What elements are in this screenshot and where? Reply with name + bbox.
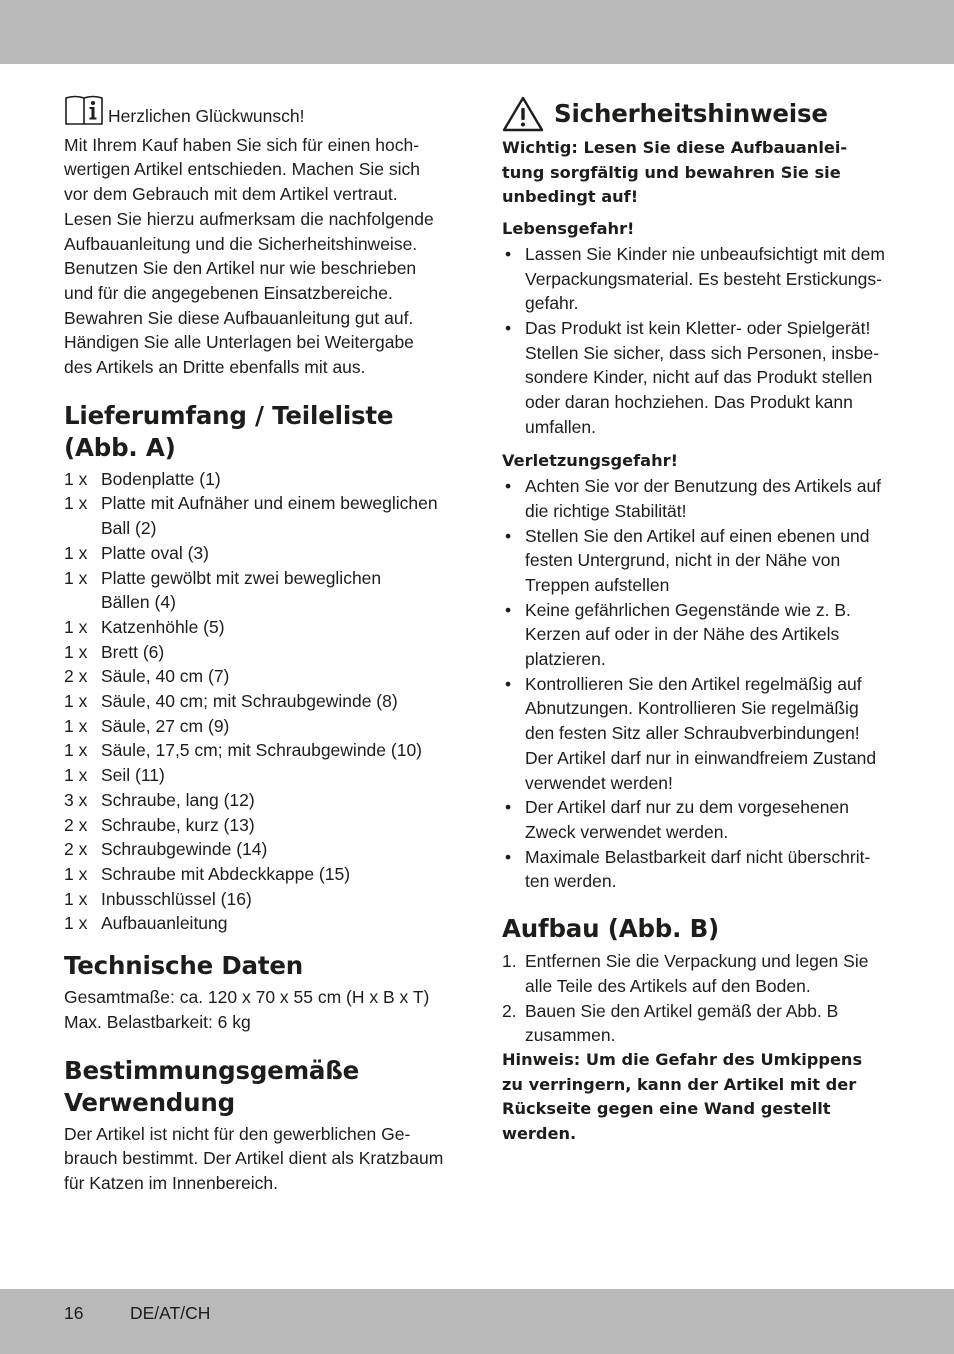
- item-quantity: 3 x: [64, 789, 88, 810]
- item-quantity: 1 x: [64, 765, 88, 786]
- warning-triangle-icon: [502, 96, 544, 132]
- list-item: [64, 615, 454, 640]
- bullet-icon: •: [505, 846, 512, 867]
- item-label: Brett (6): [101, 641, 165, 662]
- list-item: [502, 999, 894, 1048]
- bullet-text: den festen Sitz aller Schraubverbindungen!: [525, 723, 860, 744]
- bullet-icon: •: [505, 317, 512, 338]
- sicherheit-header: [502, 94, 894, 134]
- item-quantity: 2 x: [64, 814, 88, 835]
- bullet-text: Lassen Sie Kinder nie unbeaufsichtigt mit dem: [525, 243, 885, 264]
- list-item: [64, 837, 454, 862]
- bullet-text: Stellen Sie den Artikel auf einen ebenen und: [525, 525, 870, 546]
- list-item: [502, 316, 894, 440]
- intro-text-line: und für die angegebenen Einsatzbereiche.: [64, 282, 393, 303]
- item-label: Schraube, lang (12): [101, 789, 255, 810]
- notice-line: Wichtig: Lesen Sie diese Aufbauanlei-: [502, 138, 848, 157]
- item-quantity: 1 x: [64, 888, 88, 909]
- item-quantity: 1 x: [64, 740, 88, 761]
- item-label: Schraube mit Abdeckkappe (15): [101, 863, 351, 884]
- parts-list: [64, 467, 454, 936]
- item-label: Schraube, kurz (13): [101, 814, 255, 835]
- step-number: 2.: [502, 1000, 517, 1021]
- item-label: Säule, 40 cm; mit Schraubgewinde (8): [101, 691, 398, 712]
- spec-line: Gesamtmaße: ca. 120 x 70 x 55 cm (H x B x T): [64, 987, 430, 1008]
- page-number: 16: [64, 1303, 84, 1323]
- region-label: DE/AT/CH: [130, 1303, 211, 1323]
- item-label: Schraubgewinde (14): [101, 839, 268, 860]
- item-label: Platte mit Aufnäher und einem beweglichen: [101, 493, 438, 514]
- step-number: 1.: [502, 951, 517, 972]
- notice-line: tung sorgfältig und bewahren Sie sie: [502, 162, 841, 182]
- list-item: [64, 566, 454, 615]
- bullet-text: Achten Sie vor der Benutzung des Artikels auf: [525, 476, 882, 497]
- item-quantity: 2 x: [64, 666, 88, 687]
- bullet-text: Abnutzungen. Kontrollieren Sie regelmäßig: [525, 698, 859, 719]
- step-text: zusammen.: [525, 1025, 616, 1046]
- item-label: Inbusschlüssel (16): [101, 888, 252, 909]
- bullet-text: oder daran hochziehen. Das Produkt kann: [525, 392, 853, 413]
- bullet-text: Maximale Belastbarkeit darf nicht überschrit-: [525, 846, 871, 867]
- intro-text-line: Lesen Sie hierzu aufmerksam die nachfolgende: [64, 208, 434, 229]
- bullet-text: Keine gefährlichen Gegenstände wie z. B.: [525, 599, 851, 620]
- bullet-text: Treppen aufstellen: [525, 574, 670, 595]
- item-label: Seil (11): [101, 765, 165, 786]
- spec-line: Max. Belastbarkeit: 6 kg: [64, 1011, 251, 1032]
- list-item: [502, 672, 894, 796]
- list-item: [502, 795, 894, 844]
- notice-line: unbedingt auf!: [502, 187, 639, 207]
- list-item: [64, 813, 454, 838]
- item-quantity: 1 x: [64, 863, 88, 884]
- bullet-text: platzieren.: [525, 649, 606, 670]
- intro-text-line: des Artikels an Dritte ebenfalls mit aus.: [64, 357, 366, 378]
- bullet-icon: •: [505, 476, 512, 497]
- notice-line: Rückseite gegen eine Wand gestellt: [502, 1099, 831, 1119]
- step-text: Bauen Sie den Artikel gemäß der Abb. B: [525, 1000, 839, 1021]
- list-item: [64, 738, 454, 763]
- list-item: [64, 911, 454, 936]
- intro-text-line: wertigen Artikel entschieden. Machen Sie sich: [64, 159, 421, 180]
- item-label: Katzenhöhle (5): [101, 616, 225, 637]
- hinweis-notice: [502, 1048, 894, 1147]
- heading-line: Verwendung: [64, 1087, 235, 1117]
- safety-group-title: Lebensgefahr!: [502, 219, 635, 239]
- intro-text-line: Händigen Sie alle Unterlagen bei Weitergabe: [64, 332, 414, 353]
- bullet-icon: •: [505, 797, 512, 818]
- heading-line: Bestimmungsgemäße: [64, 1055, 360, 1085]
- item-quantity: 1 x: [64, 616, 88, 637]
- text-line: Der Artikel ist nicht für den gewerblichen Ge-: [64, 1123, 411, 1144]
- item-quantity: 1 x: [64, 715, 88, 736]
- list-item: [64, 714, 454, 739]
- bullet-text: Zweck verwendet werden.: [525, 821, 729, 842]
- bullet-text: die richtige Stabilität!: [525, 500, 687, 521]
- intro-title: Herzlichen Glückwunsch!: [108, 106, 305, 126]
- item-label: Platte oval (3): [101, 542, 209, 563]
- bullet-icon: •: [505, 243, 512, 264]
- technische-daten-heading: Technische Daten: [64, 951, 304, 981]
- intro-title-line: [64, 94, 454, 133]
- intro-text-line: Bewahren Sie diese Aufbauanleitung gut auf.: [64, 307, 414, 328]
- bullet-text: Verpackungsmaterial. Es besteht Erstickungs-: [525, 268, 882, 289]
- list-item: [64, 491, 454, 540]
- notice-line: werden.: [502, 1124, 577, 1144]
- bullet-text: verwendet werden!: [525, 772, 673, 793]
- bestimmung-heading: [64, 1055, 454, 1119]
- technische-daten-text: [64, 985, 454, 1034]
- bullet-icon: •: [505, 599, 512, 620]
- list-item: [64, 689, 454, 714]
- list-item: [64, 763, 454, 788]
- list-item: [502, 474, 894, 523]
- heading-line: Lieferumfang / Teileliste: [64, 400, 394, 430]
- bullet-text: festen Untergrund, nicht in der Nähe von: [525, 550, 841, 571]
- list-item: [502, 845, 894, 894]
- bullet-text: Das Produkt ist kein Kletter- oder Spielgerät!: [525, 317, 871, 338]
- aufbau-heading: Aufbau (Abb. B): [502, 914, 720, 944]
- step-text: Entfernen Sie die Verpackung und legen Sie: [525, 951, 869, 972]
- bullet-text: gefahr.: [525, 293, 579, 314]
- item-quantity: 1 x: [64, 493, 88, 514]
- step-text: alle Teile des Artikels auf den Boden.: [525, 975, 811, 996]
- notice-line: Hinweis: Um die Gefahr des Umkippens: [502, 1049, 863, 1069]
- list-item: [64, 664, 454, 689]
- item-quantity: 2 x: [64, 839, 88, 860]
- list-item: [64, 862, 454, 887]
- safety-bullet-list: [502, 242, 894, 440]
- list-item: [64, 788, 454, 813]
- header-band: [0, 0, 954, 64]
- safety-bullet-list: [502, 474, 894, 894]
- item-quantity: 1 x: [64, 641, 88, 662]
- item-quantity: 1 x: [64, 913, 88, 934]
- aufbau-steps: [502, 949, 894, 1048]
- bullet-text: Kerzen auf oder in der Nähe des Artikels: [525, 624, 840, 645]
- list-item: [64, 640, 454, 665]
- text-line: für Katzen im Innenbereich.: [64, 1172, 279, 1193]
- bullet-text: Der Artikel darf nur zu dem vorgesehenen: [525, 797, 849, 818]
- bullet-text: umfallen.: [525, 416, 597, 437]
- text-line: brauch bestimmt. Der Artikel dient als Kratzbaum: [64, 1148, 444, 1169]
- intro-section: [64, 94, 454, 380]
- list-item: [64, 541, 454, 566]
- item-label: Bällen (4): [101, 592, 176, 613]
- bullet-icon: •: [505, 673, 512, 694]
- intro-text-line: Benutzen Sie den Artikel nur wie beschrieben: [64, 258, 417, 279]
- wichtig-notice: [502, 136, 894, 210]
- lieferumfang-heading: [64, 400, 454, 464]
- safety-group-title: Verletzungsgefahr!: [502, 451, 678, 471]
- bullet-text: Stellen Sie sicher, dass sich Personen, insbe-: [525, 342, 880, 363]
- list-item: [64, 467, 454, 492]
- safety-groups: [502, 217, 894, 894]
- intro-text-line: vor dem Gebrauch mit dem Artikel vertraut.: [64, 184, 398, 205]
- bestimmung-text: [64, 1122, 454, 1196]
- bullet-text: Kontrollieren Sie den Artikel regelmäßig auf: [525, 673, 862, 694]
- bullet-icon: •: [505, 525, 512, 546]
- item-quantity: 1 x: [64, 468, 88, 489]
- bullet-text: sondere Kinder, nicht auf das Produkt stellen: [525, 367, 873, 388]
- item-label: Platte gewölbt mit zwei beweglichen: [101, 567, 382, 588]
- item-label: Säule, 40 cm (7): [101, 666, 230, 687]
- left-column: [64, 94, 454, 1196]
- list-item: [64, 887, 454, 912]
- intro-text-line: Aufbauanleitung und die Sicherheitshinweise.: [64, 233, 418, 254]
- item-quantity: 1 x: [64, 567, 88, 588]
- right-column: [502, 94, 894, 1147]
- intro-text-line: Mit Ihrem Kauf haben Sie sich für einen hoch-: [64, 134, 420, 155]
- list-item: [502, 598, 894, 672]
- list-item: [502, 524, 894, 598]
- item-label: Säule, 17,5 cm; mit Schraubgewinde (10): [101, 740, 422, 761]
- item-label: Aufbauanleitung: [101, 913, 228, 934]
- bullet-text: Der Artikel darf nur in einwandfreiem Zustand: [525, 747, 877, 768]
- item-label: Bodenplatte (1): [101, 468, 221, 489]
- item-label: Ball (2): [101, 518, 157, 539]
- info-book-icon: [64, 94, 106, 133]
- item-quantity: 1 x: [64, 542, 88, 563]
- list-item: [502, 949, 894, 998]
- intro-text: [64, 133, 454, 380]
- notice-line: zu verringern, kann der Artikel mit der: [502, 1074, 857, 1094]
- item-label: Säule, 27 cm (9): [101, 715, 230, 736]
- list-item: [502, 242, 894, 316]
- item-quantity: 1 x: [64, 691, 88, 712]
- sicherheit-heading: Sicherheitshinweise: [554, 99, 828, 128]
- bullet-text: ten werden.: [525, 871, 617, 892]
- heading-line: (Abb. A): [64, 432, 176, 462]
